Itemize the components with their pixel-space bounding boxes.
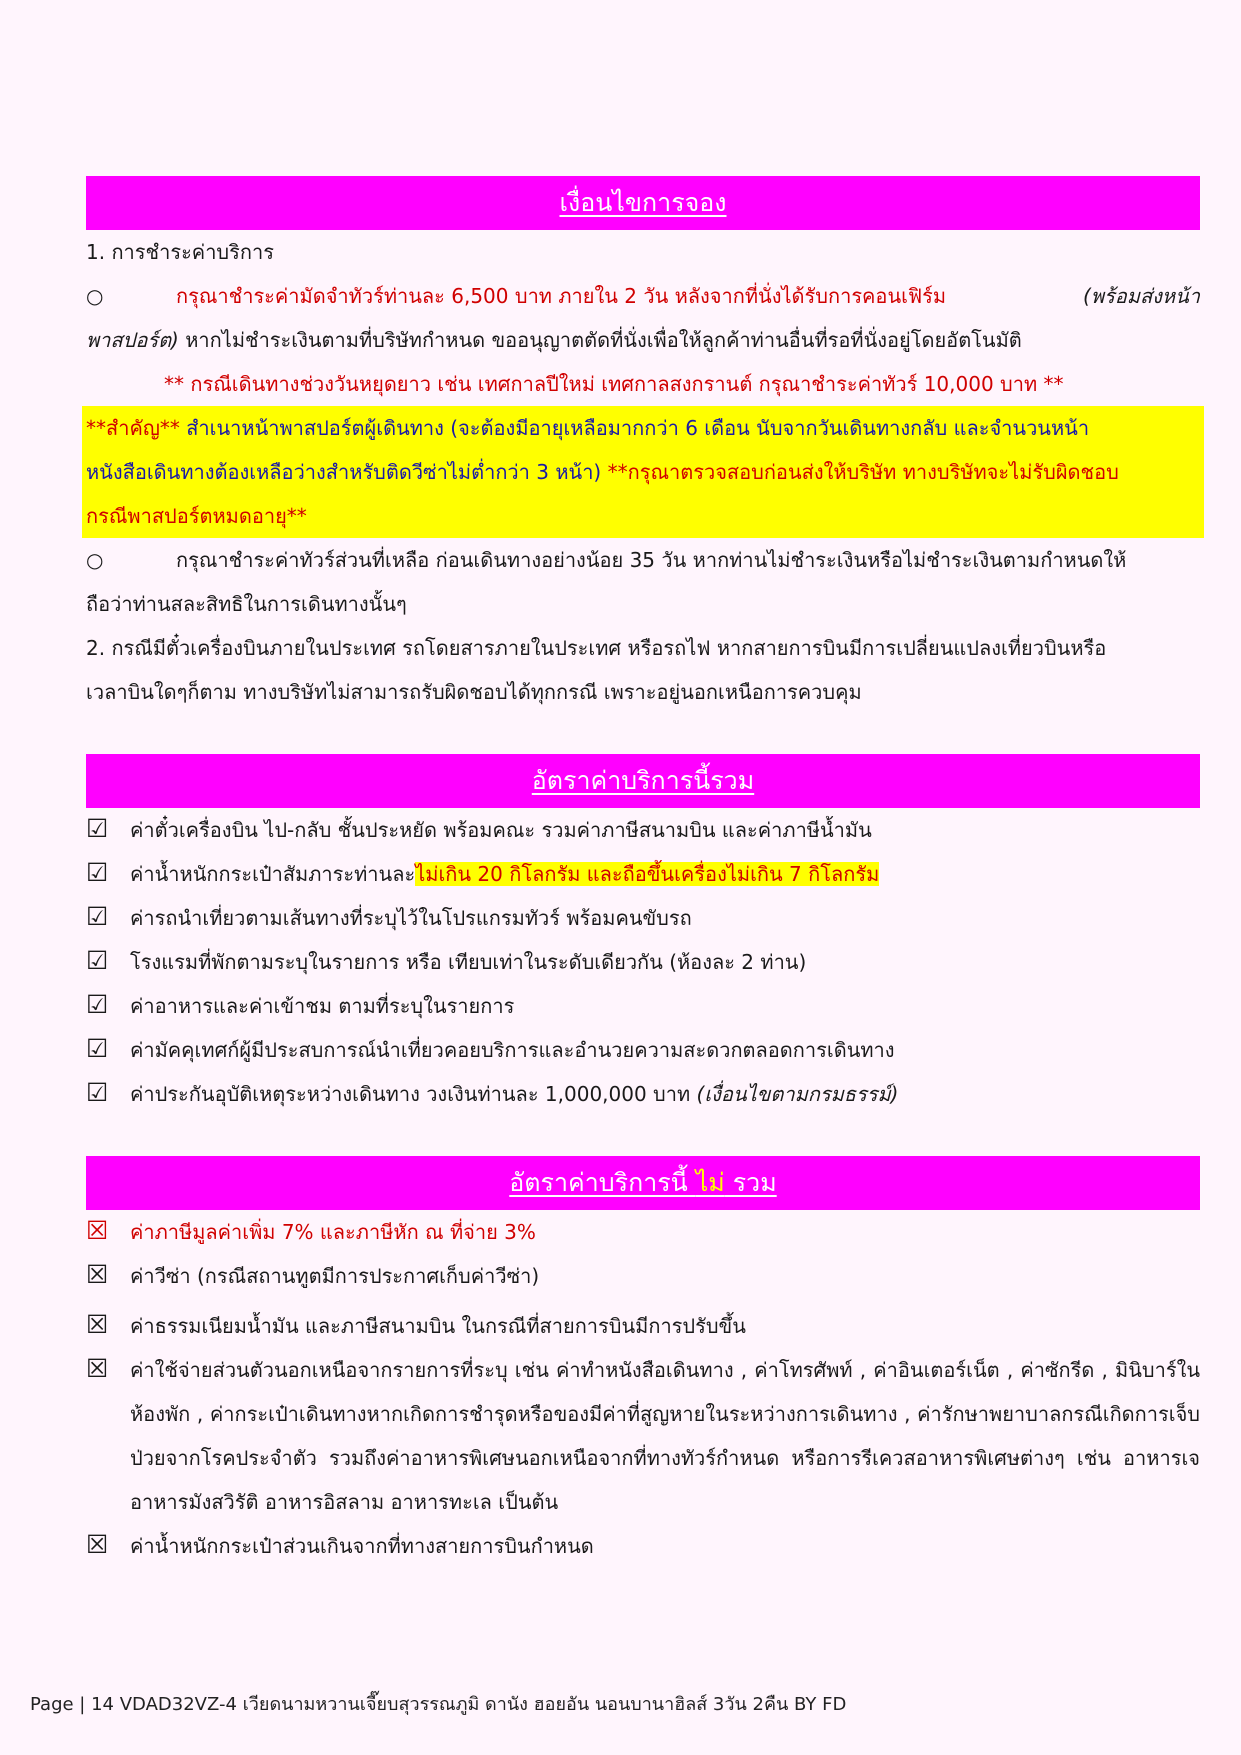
holiday-note: ** กรณีเดินทางช่วงวันหยุดยาว เช่น เทศกาลปีใหม่ เทศกาลสงกรานต์ กรุณาชำระค่าทัวร์ 10,000 บาท ** (164, 372, 1064, 396)
excluded-item-visa (86, 1254, 1200, 1298)
bullet-circle-icon: ○ (86, 548, 104, 572)
excluded-text: ค่าน้ำหนักกระเป๋าส่วนเกินจากที่ทางสายการบินกำหนด (130, 1534, 594, 1558)
page-content (86, 176, 1200, 1568)
domestic-line-1: 2. กรณีมีตั๋วเครื่องบินภายในประเทศ รถโดยสารภายในประเทศ หรือรถไฟ หากสายการบินมีการเปลี่ยนแปลงเที่ยวบินหรือ (86, 636, 1107, 660)
checkbox-checked-icon: ☑ (86, 858, 109, 887)
excluded-item-vat (86, 1210, 1200, 1254)
bullet-circle-icon: ○ (86, 284, 104, 308)
important-blue-2: หนังสือเดินทางต้องเหลือว่างสำหรับติดวีซ่าไม่ต่ำกว่า 3 หน้า) (86, 460, 602, 484)
important-notice (82, 406, 1204, 538)
deposit-rest: หากไม่ชำระเงินตามที่บริษัทกำหนด ขออนุญาตตัดที่นั่งเพื่อให้ลูกค้าท่านอื่นที่รอที่นั่งอยู่โดยอัตโนมัติ (178, 328, 1022, 352)
heading-highlight: ไม่ (695, 1168, 725, 1197)
section-heading-booking-conditions (86, 176, 1200, 230)
included-text (130, 1072, 1200, 1116)
heading-text: อัตราค่าบริการนี้รวม (531, 766, 755, 795)
checkbox-cross-icon: ☒ (86, 1216, 109, 1245)
payment-title: 1. การชำระค่าบริการ (86, 240, 274, 264)
included-item (86, 1072, 1200, 1116)
checkbox-cross-icon: ☒ (86, 1310, 109, 1339)
checkbox-checked-icon: ☑ (86, 1078, 109, 1107)
insurance-italic: (เงื่อนไขตามกรมธรรม์) (696, 1082, 899, 1106)
deposit-line-2 (86, 318, 1200, 362)
included-item (86, 808, 1200, 852)
checkbox-checked-icon: ☑ (86, 902, 109, 931)
included-text (130, 852, 1200, 896)
heading-text (509, 1163, 776, 1203)
important-blue-1: สำเนาหน้าพาสปอร์ตผู้เดินทาง (จะต้องมีอายุเหลือมากกว่า 6 เดือน นับจากวันเดินทางกลับ และจำนวนหน้า (179, 416, 1090, 440)
included-item (86, 896, 1200, 940)
included-text: ค่าอาหารและค่าเข้าชม ตามที่ระบุในรายการ (130, 994, 515, 1018)
excluded-item-fuel (86, 1304, 1200, 1348)
included-item (86, 940, 1200, 984)
included-item (86, 852, 1200, 896)
checkbox-checked-icon: ☑ (86, 990, 109, 1019)
excluded-text: ค่าธรรมเนียมน้ำมัน และภาษีสนามบิน ในกรณีที่สายการบินมีการปรับขึ้น (130, 1314, 746, 1338)
passport-italic: พาสปอร์ต) (86, 328, 179, 352)
important-red-2: **กรุณาตรวจสอบก่อนส่งให้บริษัท ทางบริษัทจะไม่รับผิดชอบ (601, 460, 1119, 484)
section-heading-included (86, 754, 1200, 808)
included-text: ค่าตั๋วเครื่องบิน ไป-กลับ ชั้นประหยัด พร้อมคณะ รวมค่าภาษีสนามบิน และค่าภาษีน้ำมัน (130, 818, 872, 842)
deposit-italic: (พร้อมส่งหน้า (1083, 284, 1200, 308)
excluded-text: ค่าใช้จ่ายส่วนตัวนอกเหนือจากรายการที่ระบุ เช่น ค่าทำหนังสือเดินทาง , ค่าโทรศัพท์ , ค่าอินเตอร์เน็ต , ค่าซักรีด , มินิบาร์ในห้องพัก , ค่ากระเป๋าเดินทางหากเกิดการชำรุดหรือของมีค่าที่สูญหายในระหว่างการเดินทาง , ค่ารักษาพยาบาลกรณีเกิดการเจ็บป่วยจากโรคประจำตัว รวมถึงค่าอาหารพิเศษนอกเหนือจากที่ทางทัวร์กำหนด หรือการรีเควสอาหารพิเศษต่างๆ เช่น อาหารเจ อาหารมังสวิรัติ อาหารอิสลาม อาหารทะเล เป็นต้น (130, 1358, 1200, 1514)
checkbox-checked-icon: ☑ (86, 814, 109, 843)
heading-post: รวม (724, 1168, 777, 1197)
balance-line-2: ถือว่าท่านสละสิทธิในการเดินทางนั้นๆ (86, 592, 407, 616)
checkbox-checked-icon: ☑ (86, 1034, 109, 1063)
included-text: โรงแรมที่พักตามระบุในรายการ หรือ เทียบเท่าในระดับเดียวกัน (ห้องละ 2 ท่าน) (130, 950, 807, 974)
insurance-text: ค่าประกันอุบัติเหตุระหว่างเดินทาง วงเงินท่านละ 1,000,000 บาท (130, 1082, 697, 1106)
excluded-text: ค่าวีซ่า (กรณีสถานทูตมีการประกาศเก็บค่าวีซ่า) (130, 1264, 540, 1288)
excluded-text: ค่าภาษีมูลค่าเพิ่ม 7% และภาษีหัก ณ ที่จ่าย 3% (130, 1220, 536, 1244)
deposit-line-1 (86, 274, 1200, 318)
heading-text: เงื่อนไขการจอง (559, 188, 727, 217)
excluded-item-overweight (86, 1524, 1200, 1568)
included-item (86, 1028, 1200, 1072)
heading-pre: อัตราค่าบริการนี้ (509, 1168, 696, 1197)
balance-text: กรุณาชำระค่าทัวร์ส่วนที่เหลือ ก่อนเดินทางอย่างน้อย 35 วัน หากท่านไม่ชำระเงินหรือไม่ชำระเงินตามกำหนดให้ (176, 548, 1127, 572)
deposit-text: กรุณาชำระค่ามัดจำทัวร์ท่านละ 6,500 บาท ภายใน 2 วัน หลังจากที่นั่งได้รับการคอนเฟิร์ม (176, 284, 947, 308)
page-footer: Page | 14 VDAD32VZ-4 เวียดนามหวานเจี๊ยบสุวรรณภูมิ ดานัง ฮอยอัน นอนบานาฮิลส์ 3วัน 2คืน BY FD (30, 1694, 847, 1715)
section-heading-not-included (86, 1156, 1200, 1210)
important-label: **สำคัญ** (86, 416, 180, 440)
important-line-1 (86, 406, 1200, 450)
baggage-highlight: ไม่เกิน 20 กิโลกรัม และถือขึ้นเครื่องไม่เกิน 7 กิโลกรัม (415, 862, 880, 886)
important-line-3: กรณีพาสปอร์ตหมดอายุ** (86, 504, 307, 528)
baggage-text: ค่าน้ำหนักกระเป๋าสัมภาระท่านละ (130, 862, 416, 886)
included-item (86, 984, 1200, 1028)
balance-line-1 (86, 538, 1200, 582)
checkbox-cross-icon: ☒ (86, 1530, 109, 1559)
checkbox-cross-icon: ☒ (86, 1354, 109, 1383)
domestic-line-2: เวลาบินใดๆก็ตาม ทางบริษัทไม่สามารถรับผิดชอบได้ทุกกรณี เพราะอยู่นอกเหนือการควบคุม (86, 680, 862, 704)
checkbox-checked-icon: ☑ (86, 946, 109, 975)
included-text: ค่ารถนำเที่ยวตามเส้นทางที่ระบุไว้ในโปรแกรมทัวร์ พร้อมคนขับรถ (130, 906, 692, 930)
checkbox-cross-icon: ☒ (86, 1260, 109, 1289)
included-text: ค่ามัคคุเทศก์ผู้มีประสบการณ์นำเที่ยวคอยบริการและอำนวยความสะดวกตลอดการเดินทาง (130, 1038, 895, 1062)
excluded-item-personal (86, 1348, 1200, 1524)
important-line-2 (86, 450, 1200, 494)
